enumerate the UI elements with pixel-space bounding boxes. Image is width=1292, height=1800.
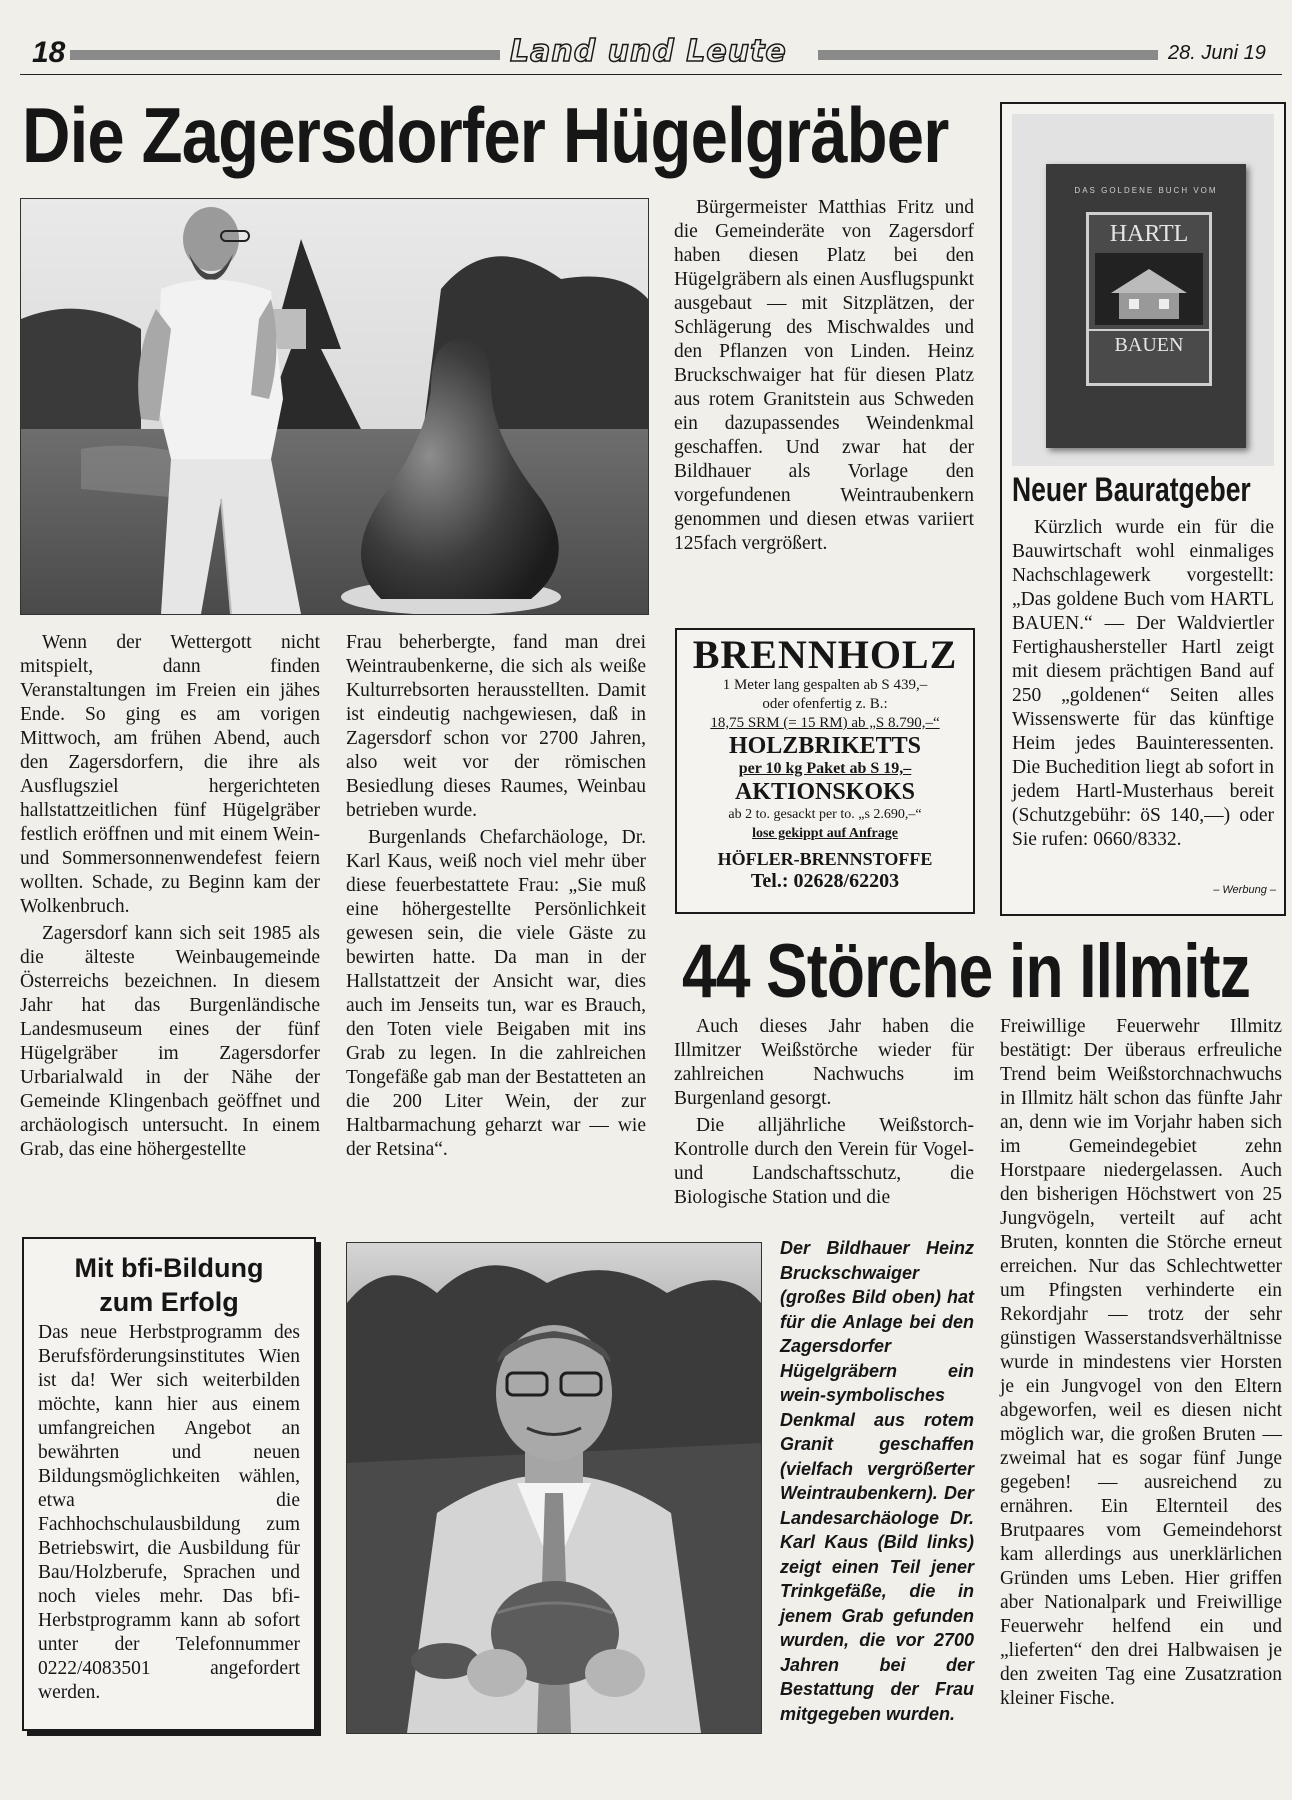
brennholz-ad-title3: AKTIONSKOKS [734, 779, 916, 805]
storks-headline: 44 Störche in Illmitz [682, 929, 1251, 1014]
main-article-col2-paragraph-2: Burgenlands Chefarchäologe, Dr. Karl Kaus, weiß noch viel mehr über diese feuerbestattete Frau: „Sie muß eine höhergestellte Persönlichkeit gewesen sein, die viele Gäste zu bewirten hatte. Da man in der Hallstattzeit der Ansicht war, dies auch im Jenseits tun, war es Brauch, den Toten viele Beigaben mit ins Grab zu legen. In die zahlreichen Tongefäße gab man der Bestatteten an die 200 Liter Wein, der zur Haltbarmachung geharzt war — wie der Retsina“. [346, 827, 646, 1160]
brennholz-ad-title: BRENNHOLZ [692, 632, 958, 677]
brennholz-ad-line6: lose gekippt auf Anfrage [752, 826, 898, 841]
main-article-col1-paragraph-1: Wenn der Wettergott nicht mitspielt, dann finden Veranstaltungen im Freien ein jähes Ende. So ging es am vorigen Mittwoch, am frühen Abend, auch den Zagersdorfern, die ihre als Ausflugsziel hergerichteten hallstattzeitlichen fünf Hügelgräber festlich eröffnen und mit einem Wein- und Sommersonnenwendefest feiern wollten. Schade, zu Beginn kam der Wolkenbruch. [20, 632, 320, 917]
book-cover-frame [1086, 212, 1212, 386]
bfi-box [22, 1237, 316, 1731]
photo-caption: Der Bildhauer Heinz Bruckschwaiger (großes Bild oben) hat für die Anlage bei den Zagersdorfer Hügelgräbern ein wein-symbolisches Denkmal aus rotem Granit geschaffen (vielfach vergrößerter Weintraubenkern). Der Landesarchäologe Dr. Karl Kaus (Bild links) zeigt einen Teil jener Trinkgefäße, die in jenem Grab gefunden wurden, die vor 2700 Jahren bei der Bestattung der Frau mitgegeben wurden. [780, 1238, 974, 1724]
storks-column-1 [674, 1015, 974, 1210]
book-cover-subtitle: BAUEN [1089, 329, 1209, 359]
brennholz-ad-line5: ab 2 to. gesackt per to. „s 2.690,–“ [728, 807, 922, 822]
book-cover [1046, 164, 1246, 448]
book-ad-headline: Neuer Bauratgeber [1012, 471, 1251, 509]
section-title: Land und Leute [510, 34, 787, 69]
brennholz-ad [675, 628, 975, 914]
header-underline [20, 74, 1282, 75]
brennholz-ad-line3: 18,75 SRM (= 15 RM) ab „S 8.790,–“ [710, 715, 940, 731]
book-cover-top-text: DAS GOLDENE BUCH VOM [1074, 186, 1218, 195]
storks-paragraph-3: Freiwillige Feuerwehr Illmitz bestätigt: Der überaus erfreuliche Trend beim Weißstorchnachwuchs in Illmitz hält schon das fünfte Jahr an, denn wie im Vorjahr haben sich im Gemeindegebiet zehn Horstpaare niedergelassen. Auch den bisherigen Höchstwert von 25 Jungvögeln, verteilt auf acht Bruten, konnten die Störche erneut erreichen. Nur das Schlechtwetter um Pfingsten verhinderte ein Rekordjahr — trotz der sehr günstigen Wasserstandsverhältnisse wurde in mindestens vier Horsten je ein Jungvogel von den Eltern abgeworfen, weil es diesen nicht möglich war, die großen Bruten — zweimal hat es sogar fünf Junge gegeben! — ausreichend zu ernähren. Ein Elternteil des Brutpaares vom Gemeindehorst kam allerdings aus unerklärlichen Gründen ums Leben. Hier griffen aber Nationalpark und Freiwillige Feuerwehr helfend ein und „lieferten“ den drei Halbwaisen je den zweiten Tag eine Zusatzration kleiner Fische. [1000, 1016, 1282, 1709]
issue-date: 28. Juni 19 [1168, 42, 1266, 64]
book-cover-title: HARTL [1109, 221, 1189, 247]
book-ad-text [1012, 516, 1274, 852]
storks-paragraph-1: Auch dieses Jahr haben die Illmitzer Weißstörche wieder für zahlreichen Nachwuchs im Burgenland gesorgt. [674, 1016, 974, 1109]
page-number: 18 [32, 36, 66, 69]
bfi-headline-2: zum Erfolg [99, 1287, 239, 1317]
bfi-text: Das neue Herbstprogramm des Berufsförderungsinstitutes Wien ist da! Wer sich weiterbilden möchte, kann hier aus einem umfangreichen Angebot an bewährten und neuen Bildungsmöglichkeiten wählen, etwa die Fachhochschulausbildung zum Betriebswirt, die Ausbildung für Bau/Holzberufe, Sprachen und noch vieles mehr. Das bfi-Herbstprogramm kann ab sofort unter der Telefonnummer 0222/4083501 angefordert werden. [38, 1322, 300, 1703]
main-headline: Die Zagersdorfer Hügelgräber [22, 91, 949, 179]
brennholz-ad-line4: per 10 kg Paket ab S 19,– [738, 760, 912, 777]
main-article-col2-paragraph-1: Frau beherbergte, fand man drei Weintraubenkerne, die sich als weiße Kulturrebsorten herausstellten. Damit ist eindeutig nachgewiesen, daß in Zagersdorf schon vor 2700 Jahren, also weit vor der römischen Besiedlung dieses Raumes, Weinbau betrieben wurde. [346, 632, 646, 821]
main-article-column-2 [346, 631, 646, 1162]
storks-column-2 [1000, 1015, 1282, 1711]
sculptor-photo-image [21, 199, 648, 614]
archaeologist-photo-image [347, 1243, 761, 1733]
brennholz-ad-title2: HOLZBRIKETTS [728, 733, 922, 759]
book-ad-tag: – Werbung – [1213, 884, 1276, 896]
book-ad-photo [1012, 114, 1274, 466]
book-ad-paragraph: Kürzlich wurde ein für die Bauwirtschaft wohl einmaliges Nachschlagewerk vorgestellt: „Das goldene Buch vom HARTL BAUEN.“ — Der Waldviertler Fertighaushersteller Hartl zeigt mit diesem prächtigen Band auf 250 „goldenen“ Seiten alles Wissenswerte für das künftige Heim jedes Bauinteressenten. Die Buchedition liegt ab sofort in jedem Hartl-Musterhaus bereit (Schutzgebühr: öS 140,—) oder Sie rufen: 0660/8332. [1012, 517, 1274, 850]
brennholz-ad-line1: 1 Meter lang gespalten ab S 439,– [722, 677, 928, 693]
header-rule-right [818, 50, 1158, 60]
brennholz-ad-line2: oder ofenfertig z. B.: [762, 696, 888, 712]
main-article-col3-paragraph: Bürgermeister Matthias Fritz und die Gemeinderäte von Zagersdorf haben diesen Platz bei den Hügelgräbern als einen Ausflugspunkt ausgebaut — mit Sitzplätzen, der Schlägerung des Mischwaldes und den Pflanzen von Linden. Heinz Bruckschwaiger hat für diesen Platz aus rotem Granitstein aus Schweden ein dazupassendes Weindenkmal geschaffen. Und zwar hat der Bildhauer als Vorlage den vorgefundenen Weintraubenkern genommen und diesen etwas variiert 125fach vergrößert. [674, 197, 974, 554]
main-article-column-1 [20, 631, 320, 1162]
storks-paragraph-2: Die alljährliche Weißstorch-Kontrolle durch den Verein für Vogel- und Landschaftsschutz, die Biologische Station und die [674, 1115, 974, 1208]
page-header [0, 0, 1292, 80]
brennholz-ad-company: HÖFLER-BRENNSTOFFE [717, 849, 933, 869]
archaeologist-photo [346, 1242, 762, 1734]
main-article-column-3 [674, 196, 974, 556]
book-ad [1000, 102, 1286, 916]
house-illustration [1089, 249, 1209, 329]
brennholz-ad-phone: Tel.: 02628/62203 [750, 870, 900, 892]
sculptor-photo [20, 198, 649, 615]
bfi-headline-1: Mit bfi-Bildung [74, 1253, 264, 1283]
header-rule-left [70, 50, 500, 60]
main-article-col1-paragraph-2: Zagersdorf kann sich seit 1985 als die älteste Weinbaugemeinde Österreichs bezeichnen. In diesem Jahr hat das Burgenländische Landesmuseum eines der fünf Hügelgräber im Zagersdorfer Urbarialwald in der Nähe der Gemeinde Klingenbach geöffnet und archäologisch untersucht. In einem Grab, das eine höhergestellte [20, 923, 320, 1160]
